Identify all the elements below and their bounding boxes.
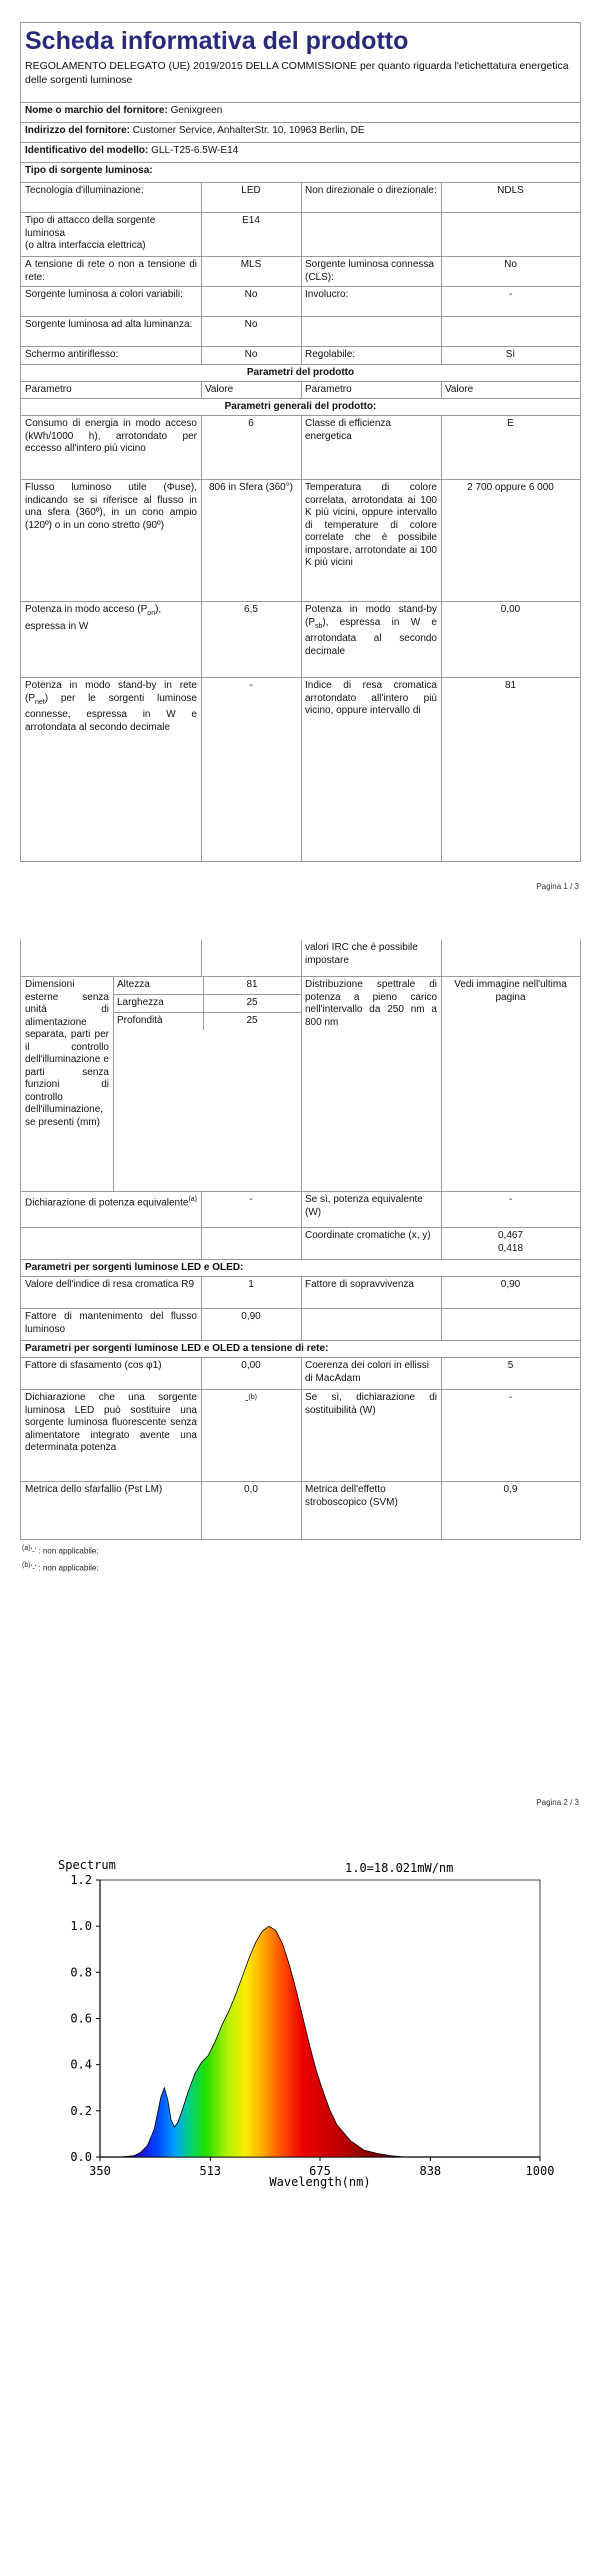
depth-value: 25 [246,1015,258,1026]
eqp-sup: (a) [188,1196,198,1203]
antiglare-value: No [244,349,258,360]
model-label: Identificativo del modello: [25,145,149,156]
footnote-b [22,1562,99,1573]
antiglare-label: Schermo antiriflesso: [25,349,119,360]
cct-label: Temperatura di colore correlata, arrotondata ai 100 K più vicini, oppure intervallo di temperature di colore correlate che è possibile impostare, arrotondate ai 100 K più vicini [305,482,437,568]
chart-title: Spectrum [58,1858,116,1872]
x-tick-label-4: 1000 [525,2164,555,2178]
psb-label-b: ), espressa in W e arrotondata al secondo decimale [305,616,437,657]
page-number-1: Pagina 1 / 3 [536,882,579,891]
chart-annotation: 1.0=18.021mW/nm [345,1861,454,1875]
pon-value: 6,5 [244,604,258,615]
param-header-row [21,381,580,398]
flux-label: Flusso luminoso utile (Φuse), indicando se si riferisce al flusso in una sfera (360º), in un cono ampio (120º) o in un cono stretto (90º) [25,482,197,531]
width-label: Larghezza [117,997,164,1008]
mains-row [21,256,580,286]
regulation-text: REGOLAMENTO DELEGATO (UE) 2019/2015 DELLA COMMISSIONE per quanto riguarda l'etichettatura energetica delle sorgenti luminose [25,60,569,86]
pnet-label-b: ) per le sorgenti luminose connesse, espressa in W e arrotondata al secondo decimale [25,692,197,733]
x-tick-label-2: 675 [309,2164,331,2178]
spectrum-chart [0,1850,601,2250]
eqp-label: Dichiarazione di potenza equivalente [25,1197,189,1209]
psb-label-a: Potenza in modo stand-by (P [305,604,437,628]
pon-label-b: ), espressa in W [25,604,162,632]
footnote-b-text: '-' : non applicabile; [30,1563,99,1573]
cls-label: Sorgente luminosa connessa (CLS): [305,259,434,283]
dims-row [21,976,580,1191]
flicker-label: Metrica dello sfarfallio (Pst LM) [25,1484,163,1495]
footnote-a-mark: (a) [22,1545,31,1552]
survival-value: 0,90 [500,1279,521,1290]
psb-value: 0,00 [500,604,521,615]
value-header-1: Valore [205,384,234,395]
y-tick-label-6: 1.2 [70,1873,92,1887]
value-header-2: Valore [445,384,474,395]
cap-value: E14 [242,215,260,226]
pon-label-sub: on [147,610,156,617]
mains-title: Parametri per sorgenti luminose LED e OLED a tensione di rete: [25,1343,329,1354]
page-number-2: Pagina 2 / 3 [536,1798,579,1807]
width-value: 25 [246,997,258,1008]
led-title-row [21,1259,580,1276]
y-tick-label-0: 0.0 [70,2150,92,2164]
y-tick-label-2: 0.4 [70,2057,92,2072]
page-2-table [20,940,581,1540]
color-row [21,286,580,316]
footnote-b-mark: (b) [22,1562,31,1569]
page-2 [0,930,601,1830]
pon-label-a: Potenza in modo acceso (P [25,604,148,615]
power-row [21,601,580,677]
flicker-row [21,1481,580,1539]
page-1 [0,0,601,900]
model-value: GLL-T25-6.5W-E14 [151,145,239,156]
mains-title-row [21,1340,580,1357]
height-value: 81 [246,979,258,990]
spd-label: Distribuzione spettrale di potenza a pieno carico nell'intervallo da 250 nm a 800 nm [305,979,437,1028]
supplier-value: Genixgreen [170,105,223,116]
general-title: Parametri generali del prodotto: [224,401,377,412]
repl-label: Dichiarazione che una sorgente luminosa LED può sostituire una sorgente luminosa fluorescente senza alimentatore integrato avente una determinata potenza [25,1392,197,1453]
class-label: Classe di efficienza energetica [305,418,391,442]
eqp-row [21,1191,580,1227]
x-tick-label-3: 838 [419,2164,442,2178]
params-title: Parametri del prodotto [246,367,355,378]
pnet-row [21,677,580,862]
macadam-value: 5 [507,1360,514,1371]
r9-row [21,1276,580,1308]
y-tick-label-4: 0.8 [70,1965,92,1980]
r9-value: 1 [248,1279,254,1290]
eqw-value: - [508,1194,513,1205]
lm-value: 0,90 [241,1311,261,1322]
energy-label: Consumo di energia in modo acceso (kWh/1000 h), arrotondato per eccesso all'intero più vicino [25,418,197,454]
flux-row [21,479,580,601]
general-title-row [21,398,580,415]
tech-label: Tecnologia d'illuminazione: [25,185,144,196]
psb-label-sub: sb [315,622,323,630]
led-title: Parametri per sorgenti luminose LED e OLED: [25,1262,244,1273]
footnote-a [22,1545,99,1556]
x-tick-label-1: 513 [199,2164,222,2178]
xy-row [21,1227,580,1259]
height-label: Altezza [117,979,150,990]
tech-value: LED [241,185,261,196]
supplier-row [21,102,580,122]
hl-row [21,316,580,346]
lm-row [21,1308,580,1340]
high-luminance-value: No [244,319,258,330]
y-tick-label-5: 1.0 [70,1919,92,1934]
pnet-value: - [249,680,253,691]
xy-x-value: 0,467 [497,1230,524,1241]
page-3 [0,1850,601,2560]
page-title: Scheda informativa del prodotto [25,27,409,55]
y-tick-label-3: 0.6 [70,2011,92,2026]
xy-label: Coordinate cromatiche (x, y) [305,1230,431,1241]
class-value: E [507,418,514,429]
pf-value: 0,00 [241,1360,261,1371]
flicker-value: 0,0 [244,1484,258,1495]
envelope-label: Involucro: [305,289,349,300]
xy-y-value: 0,418 [497,1242,524,1254]
param-header-1: Parametro [25,384,72,395]
energy-row [21,415,580,479]
cri-value: 81 [504,680,517,691]
r9-label: Valore dell'indice di resa cromatica R9 [25,1279,195,1290]
cri-cont-row [21,940,580,976]
address-label: Indirizzo del fornitore: [25,125,130,136]
cap-label-2: (o altra interfaccia elettrica) [25,240,146,251]
svm-label: Metrica dell'effetto stroboscopico (SVM) [305,1484,398,1508]
cri-label: Indice di resa cromatica arrotondato all'intero più vicino, oppure intervallo di [305,680,437,716]
address-row [21,122,580,142]
repl-row [21,1389,580,1481]
cct-value: 2 700 oppure 6 000 [467,482,554,493]
pnet-label-a: Potenza in modo stand-by in rete (P [25,680,197,704]
x-axis-label: Wavelength(nm) [269,2175,371,2189]
tech-row [21,182,580,212]
eqp-value: - [249,1194,253,1205]
x-tick-label-0: 350 [89,2164,111,2178]
color-value: No [244,289,258,300]
nondir-label: Non direzionale o direzionale: [305,185,437,196]
repl-sup: (b) [248,1394,257,1401]
macadam-label: Coerenza dei colori in ellissi di MacAdam [305,1360,429,1384]
high-luminance-label: Sorgente luminosa ad alta luminanza: [25,319,193,330]
dimmable-value: Sì [505,349,516,360]
param-header-2: Parametro [305,384,352,395]
y-tick-label-1: 0.2 [70,2103,92,2118]
eqw-label: Se sì, potenza equivalente (W) [305,1194,423,1218]
page-1-table [20,22,581,862]
address-value: Customer Service, AnhalterStr. 10, 10963 Berlin, DE [132,125,365,136]
survival-label: Fattore di sopravvivenza [305,1279,414,1290]
lm-label: Fattore di mantenimento del flusso luminoso [25,1311,197,1335]
footnote-a-text: '-' : non applicabile; [30,1546,99,1556]
params-title-row [21,364,580,381]
spectrum-area [100,1926,540,2157]
model-row [21,142,580,162]
cap-label: Tipo di attacco della sorgente luminosa [25,215,156,239]
cls-value: No [504,259,517,270]
mains-label: A tensione di rete o non a tensione di rete: [25,259,197,283]
pf-row [21,1357,580,1389]
dimmable-label: Regolabile: [305,349,356,360]
replw-label: Se sì, dichiarazione di sostituibilità (W) [305,1392,437,1416]
pnet-label-sub: net [35,698,45,706]
energy-value: 6 [248,418,254,429]
spd-value: Vedi immagine nell'ultima pagina [454,979,567,1003]
mains-value: MLS [240,259,262,270]
source-type-row [21,162,580,182]
dims-label: Dimensioni esterne senza unità di alimentazione separata, parti per il controllo dell'illuminazione e parti senza funzioni di controllo dell'illuminazione, se presenti (mm) [25,979,109,1128]
envelope-value: - [508,289,513,300]
svm-value: 0,9 [503,1484,518,1495]
pf-label: Fattore di sfasamento (cos φ1) [25,1360,162,1371]
depth-label: Profondità [117,1015,163,1026]
antiglare-row [21,346,580,364]
cap-row [21,212,580,256]
replw-value: - [508,1392,513,1403]
source-type-label: Tipo di sorgente luminosa: [25,165,153,176]
nondir-value: NDLS [497,185,524,196]
cri-cont-label: valori IRC che è possibile impostare [305,942,418,966]
flux-value: 806 in Sfera (360°) [208,482,294,493]
repl-value: - [245,1395,249,1407]
color-label: Sorgente luminosa a colori variabili: [25,289,183,300]
supplier-label: Nome o marchio del fornitore: [25,105,168,116]
